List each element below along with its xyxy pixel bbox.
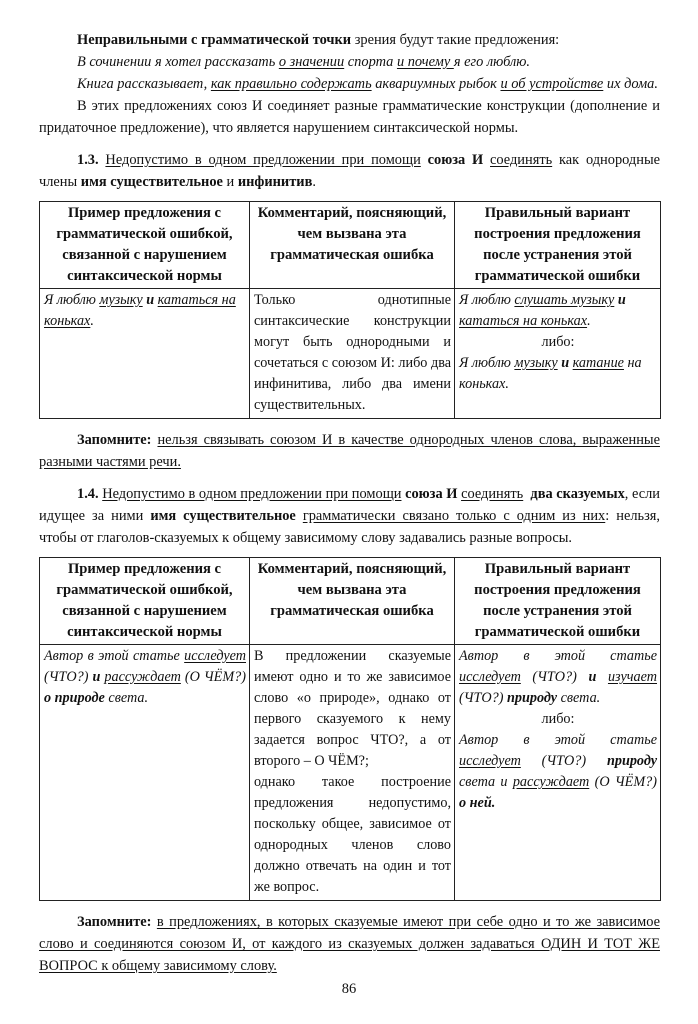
cell-comment: [250, 645, 455, 901]
correct-variant-2: Я люблю музыку и катание на коньках.: [459, 355, 642, 392]
wrong-example-2: Книга рассказывает, как правильно содержать аквариумных рыбок и об устройстве их дома.: [77, 76, 658, 92]
cell-correct-variant: [455, 645, 661, 901]
header-correct: Правильный вариант построения предложения после устранения этой грамматической ошибки: [455, 558, 661, 645]
table-section-1-4: [39, 557, 661, 901]
correct-variant-2: Автор в этой статье исследует (ЧТО?) природу света и рассуждает (О ЧЁМ?) о ней.: [459, 732, 657, 811]
cell-wrong-example: Автор в этой статье исследует (ЧТО?) и рассуждает (О ЧЁМ?) о природе света.: [40, 645, 250, 901]
cell-wrong-example: Я люблю музыку и кататься на коньках.: [40, 289, 250, 419]
remember-note-2: Запомните: в предложениях, в которых сказуемые имеют при себе одно и то же зависимое слово и соединяются союзом И, от каждого из сказуемых должен задаваться ОДИН И ТОТ ЖЕ ВОПРОС к общему зависимому слову.: [39, 914, 660, 974]
remember-note-1: Запомните: нельзя связывать союзом И в качестве однородных членов слова, выраженные разными частями речи.: [39, 432, 660, 470]
correct-variant-1: Я люблю слушать музыку и кататься на коньках.: [459, 292, 626, 329]
table-header-row: [40, 558, 661, 645]
header-comment: Комментарий, поясняющий, чем вызвана эта грамматическая ошибка: [250, 558, 455, 645]
table-section-1-3: [39, 201, 661, 419]
table-row: [40, 289, 661, 419]
page-number: 86: [341, 981, 357, 997]
comment-part-2: однако такое построение предложения недопустимо, поскольку общее, зависимое от однородных членов слово должно отвечать на один и тот же вопрос.: [254, 774, 451, 895]
correct-variant-1: Автор в этой статье исследует (ЧТО?) и изучает (ЧТО?) природу света.: [459, 648, 657, 706]
table-header-row: [40, 202, 661, 289]
document-page: [39, 29, 660, 977]
or-label: либо:: [541, 711, 575, 727]
table-row: [40, 645, 661, 901]
intro-explanation: В этих предложениях союз И соединяет разные грамматические конструкции (дополнение и придаточное предложение), что является нарушением синтаксической нормы.: [39, 98, 660, 136]
header-comment: Комментарий, поясняющий, чем вызвана эта грамматическая ошибка: [250, 202, 455, 289]
section-1-4-rule: 1.4. Недопустимо в одном предложении при помощи союза И соединять два сказуемых, если идущее за ними имя существительное грамматически связано только с одним из них: нельзя, чтобы от глаголов-сказуемых к общему зависимому слову задавались разные вопросы.: [39, 486, 660, 546]
header-correct: Правильный вариант построения предложения после устранения этой грамматической ошибки: [455, 202, 661, 289]
or-label: либо:: [541, 334, 575, 350]
section-1-3-rule: 1.3. Недопустимо в одном предложении при помощи союза И соединять как однородные члены имя существительное и инфинитив.: [39, 152, 661, 190]
header-example: Пример предложения с грамматической ошибкой, связанной с нарушением синтаксической нормы: [40, 202, 250, 289]
cell-comment: Только однотипные синтаксические конструкции могут быть однородными и сочетаться с союзом И: либо два инфинитива, либо два имени существительных.: [250, 289, 455, 419]
cell-correct-variant: [455, 289, 661, 419]
header-example: Пример предложения с грамматической ошибкой, связанной с нарушением синтаксической нормы: [40, 558, 250, 645]
wrong-example-1: В сочинении я хотел рассказать о значении спорта и почему я его люблю.: [77, 54, 531, 70]
intro-heading: Неправильными с грамматической точки зрения будут такие предложения:: [77, 32, 560, 48]
comment-part-1: В предложении сказуемые имеют одно и то же зависимое слово «о природе», однако от первого сказуемого к нему задается вопрос ЧТО?, а от второго – О ЧЁМ?;: [254, 648, 451, 769]
